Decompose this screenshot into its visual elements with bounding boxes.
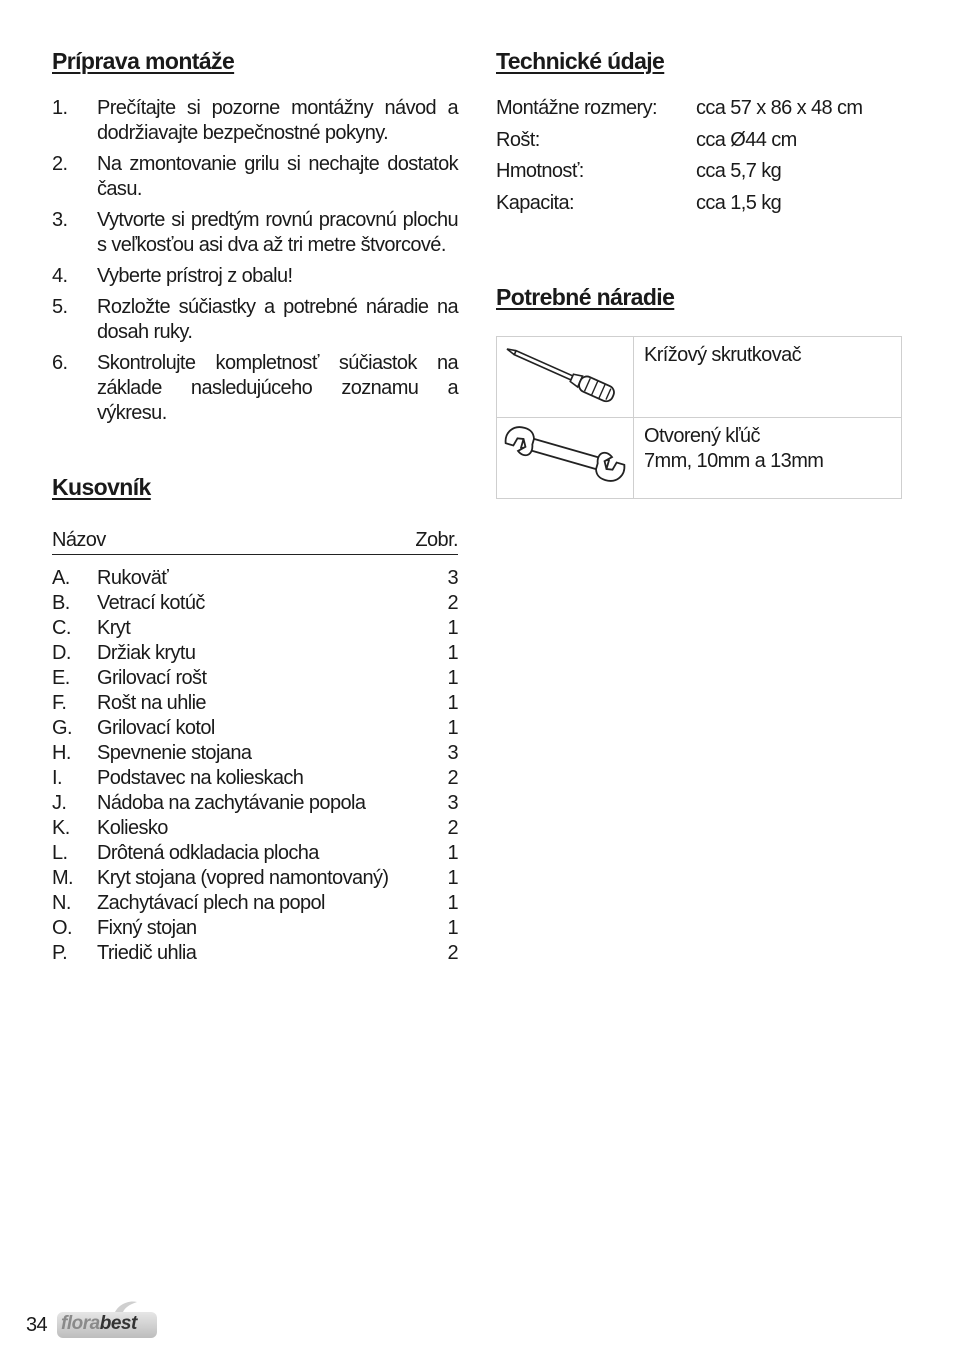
parts-row xyxy=(52,841,458,866)
prep-item xyxy=(52,208,458,258)
parts-row xyxy=(52,666,458,691)
parts-row-name: Drôtená odkladacia plocha xyxy=(97,842,319,864)
parts-row-qty: 2 xyxy=(447,817,458,839)
parts-row-letter: F. xyxy=(52,692,67,714)
parts-col-qty: Zobr. xyxy=(415,529,458,551)
wrench-icon xyxy=(497,418,633,491)
prep-item-number: 3. xyxy=(52,209,68,231)
prep-item-text: Rozložte súčiastky a potrebné náradie na dosah ruky. xyxy=(97,296,458,343)
parts-row-letter: B. xyxy=(52,592,70,614)
prep-item xyxy=(52,264,458,289)
prep-item-text: Prečítajte si pozorne montážny návod a dodržiavajte bezpečnostné pokyny. xyxy=(97,97,458,144)
tool-row xyxy=(497,337,902,418)
parts-row-qty: 3 xyxy=(447,742,458,764)
parts-row xyxy=(52,641,458,666)
parts-row xyxy=(52,616,458,641)
parts-row-letter: H. xyxy=(52,742,71,764)
parts-row-letter: E. xyxy=(52,667,70,689)
prep-item-number: 4. xyxy=(52,265,68,287)
parts-row-qty: 2 xyxy=(447,592,458,614)
brand-logo xyxy=(55,1300,159,1340)
parts-list xyxy=(52,566,458,966)
parts-row xyxy=(52,741,458,766)
parts-row-letter: A. xyxy=(52,567,70,589)
prep-item xyxy=(52,351,458,426)
parts-row-name: Grilovací kotol xyxy=(97,717,215,739)
page-footer xyxy=(26,1300,159,1340)
spec-row xyxy=(496,96,896,128)
parts-row-name: Rošt na uhlie xyxy=(97,692,206,714)
parts-table-header xyxy=(52,528,458,555)
parts-row-letter: K. xyxy=(52,817,70,839)
tools-heading: Potrebné náradie xyxy=(496,284,675,310)
spec-value: cca 57 x 86 x 48 cm xyxy=(696,97,863,119)
parts-row xyxy=(52,816,458,841)
spec-label: Hmotnosť: xyxy=(496,160,584,182)
parts-row-name: Rukoväť xyxy=(97,567,169,589)
parts-row-name: Kryt xyxy=(97,617,131,639)
prep-item xyxy=(52,96,458,146)
prep-heading: Príprava montáže xyxy=(52,48,235,74)
parts-row-qty: 1 xyxy=(447,867,458,889)
parts-row-name: Triedič uhlia xyxy=(97,942,197,964)
parts-row-letter: L. xyxy=(52,842,68,864)
parts-row-letter: D. xyxy=(52,642,71,664)
tool-image-cell xyxy=(497,337,634,418)
prep-item-text: Vyberte prístroj z obalu! xyxy=(97,265,293,287)
parts-row-name: Fixný stojan xyxy=(97,917,197,939)
parts-row-name: Kryt stojana (vopred namontovaný) xyxy=(97,867,389,889)
spec-row xyxy=(496,159,896,191)
prep-item-number: 1. xyxy=(52,97,68,119)
parts-row-letter: N. xyxy=(52,892,71,914)
parts-row xyxy=(52,891,458,916)
parts-row xyxy=(52,916,458,941)
parts-row-name: Držiak krytu xyxy=(97,642,196,664)
parts-row-letter: J. xyxy=(52,792,67,814)
tool-description xyxy=(634,337,902,418)
parts-row-qty: 1 xyxy=(447,842,458,864)
parts-row xyxy=(52,591,458,616)
logo-text-best: best xyxy=(99,1313,137,1334)
tool-name: Otvorený kľúč xyxy=(644,425,760,447)
prep-item-number: 2. xyxy=(52,153,68,175)
page-number: 34 xyxy=(26,1313,48,1336)
spec-value: cca 1,5 kg xyxy=(696,191,782,214)
parts-row-qty: 1 xyxy=(447,717,458,739)
parts-row-name: Grilovací rošt xyxy=(97,667,207,689)
spec-label: Kapacita: xyxy=(496,191,574,214)
parts-row xyxy=(52,766,458,791)
parts-row xyxy=(52,566,458,591)
prep-item-text: Vytvorte si predtým rovnú pracovnú plochu s veľkosťou asi dva až tri metre štvorcové. xyxy=(97,209,458,256)
prep-item xyxy=(52,295,458,345)
parts-row-qty: 1 xyxy=(447,667,458,689)
prep-item-number: 6. xyxy=(52,352,68,374)
tools-table xyxy=(496,336,902,499)
parts-row-qty: 1 xyxy=(447,892,458,914)
parts-row-letter: P. xyxy=(52,942,68,964)
parts-row-letter: G. xyxy=(52,717,72,739)
prep-item-number: 5. xyxy=(52,296,68,318)
parts-row-qty: 2 xyxy=(447,767,458,789)
parts-row xyxy=(52,941,458,966)
parts-row-letter: O. xyxy=(52,917,72,939)
parts-row-letter: I. xyxy=(52,767,62,789)
parts-row-qty: 1 xyxy=(447,692,458,714)
parts-row-qty: 2 xyxy=(447,942,458,964)
parts-row-qty: 3 xyxy=(447,792,458,814)
parts-row-letter: M. xyxy=(52,867,74,889)
spec-table xyxy=(496,96,896,222)
tool-sizes: 7mm, 10mm a 13mm xyxy=(644,450,824,472)
spec-row xyxy=(496,128,896,160)
parts-row-name: Spevnenie stojana xyxy=(97,742,252,764)
parts-heading: Kusovník xyxy=(52,474,151,500)
tool-image-cell xyxy=(497,418,634,499)
spec-label: Montážne rozmery: xyxy=(496,97,657,119)
prep-item-text: Skontrolujte kompletnosť súčiastok na základe nasledujúceho zoznamu a výkresu. xyxy=(97,352,458,424)
parts-row-name: Podstavec na kolieskach xyxy=(97,767,304,789)
prep-list xyxy=(52,96,458,432)
tool-description xyxy=(634,418,902,499)
prep-item xyxy=(52,152,458,202)
tool-row xyxy=(497,418,902,499)
parts-row-qty: 3 xyxy=(447,567,458,589)
parts-row-name: Zachytávací plech na popol xyxy=(97,892,325,914)
parts-row-qty: 1 xyxy=(447,917,458,939)
spec-value: cca 5,7 kg xyxy=(696,160,782,182)
parts-row xyxy=(52,791,458,816)
parts-col-name: Názov xyxy=(52,529,106,551)
parts-row-name: Vetrací kotúč xyxy=(97,592,205,614)
parts-row xyxy=(52,691,458,716)
tool-name: Krížový skrutkovač xyxy=(644,344,802,366)
parts-row-letter: C. xyxy=(52,617,71,639)
screwdriver-icon xyxy=(497,337,633,410)
parts-row xyxy=(52,866,458,891)
tech-heading: Technické údaje xyxy=(496,48,665,74)
parts-row-qty: 1 xyxy=(447,617,458,639)
spec-value: cca Ø44 cm xyxy=(696,128,797,151)
spec-label: Rošt: xyxy=(496,128,540,151)
parts-row-qty: 1 xyxy=(447,642,458,664)
logo-text-flora: flora xyxy=(61,1313,100,1334)
prep-item-text: Na zmontovanie grilu si nechajte dostatok času. xyxy=(97,153,458,200)
parts-row-name: Koliesko xyxy=(97,817,168,839)
parts-row xyxy=(52,716,458,741)
parts-row-name: Nádoba na zachytávanie popola xyxy=(97,792,366,814)
spec-row xyxy=(496,191,896,223)
